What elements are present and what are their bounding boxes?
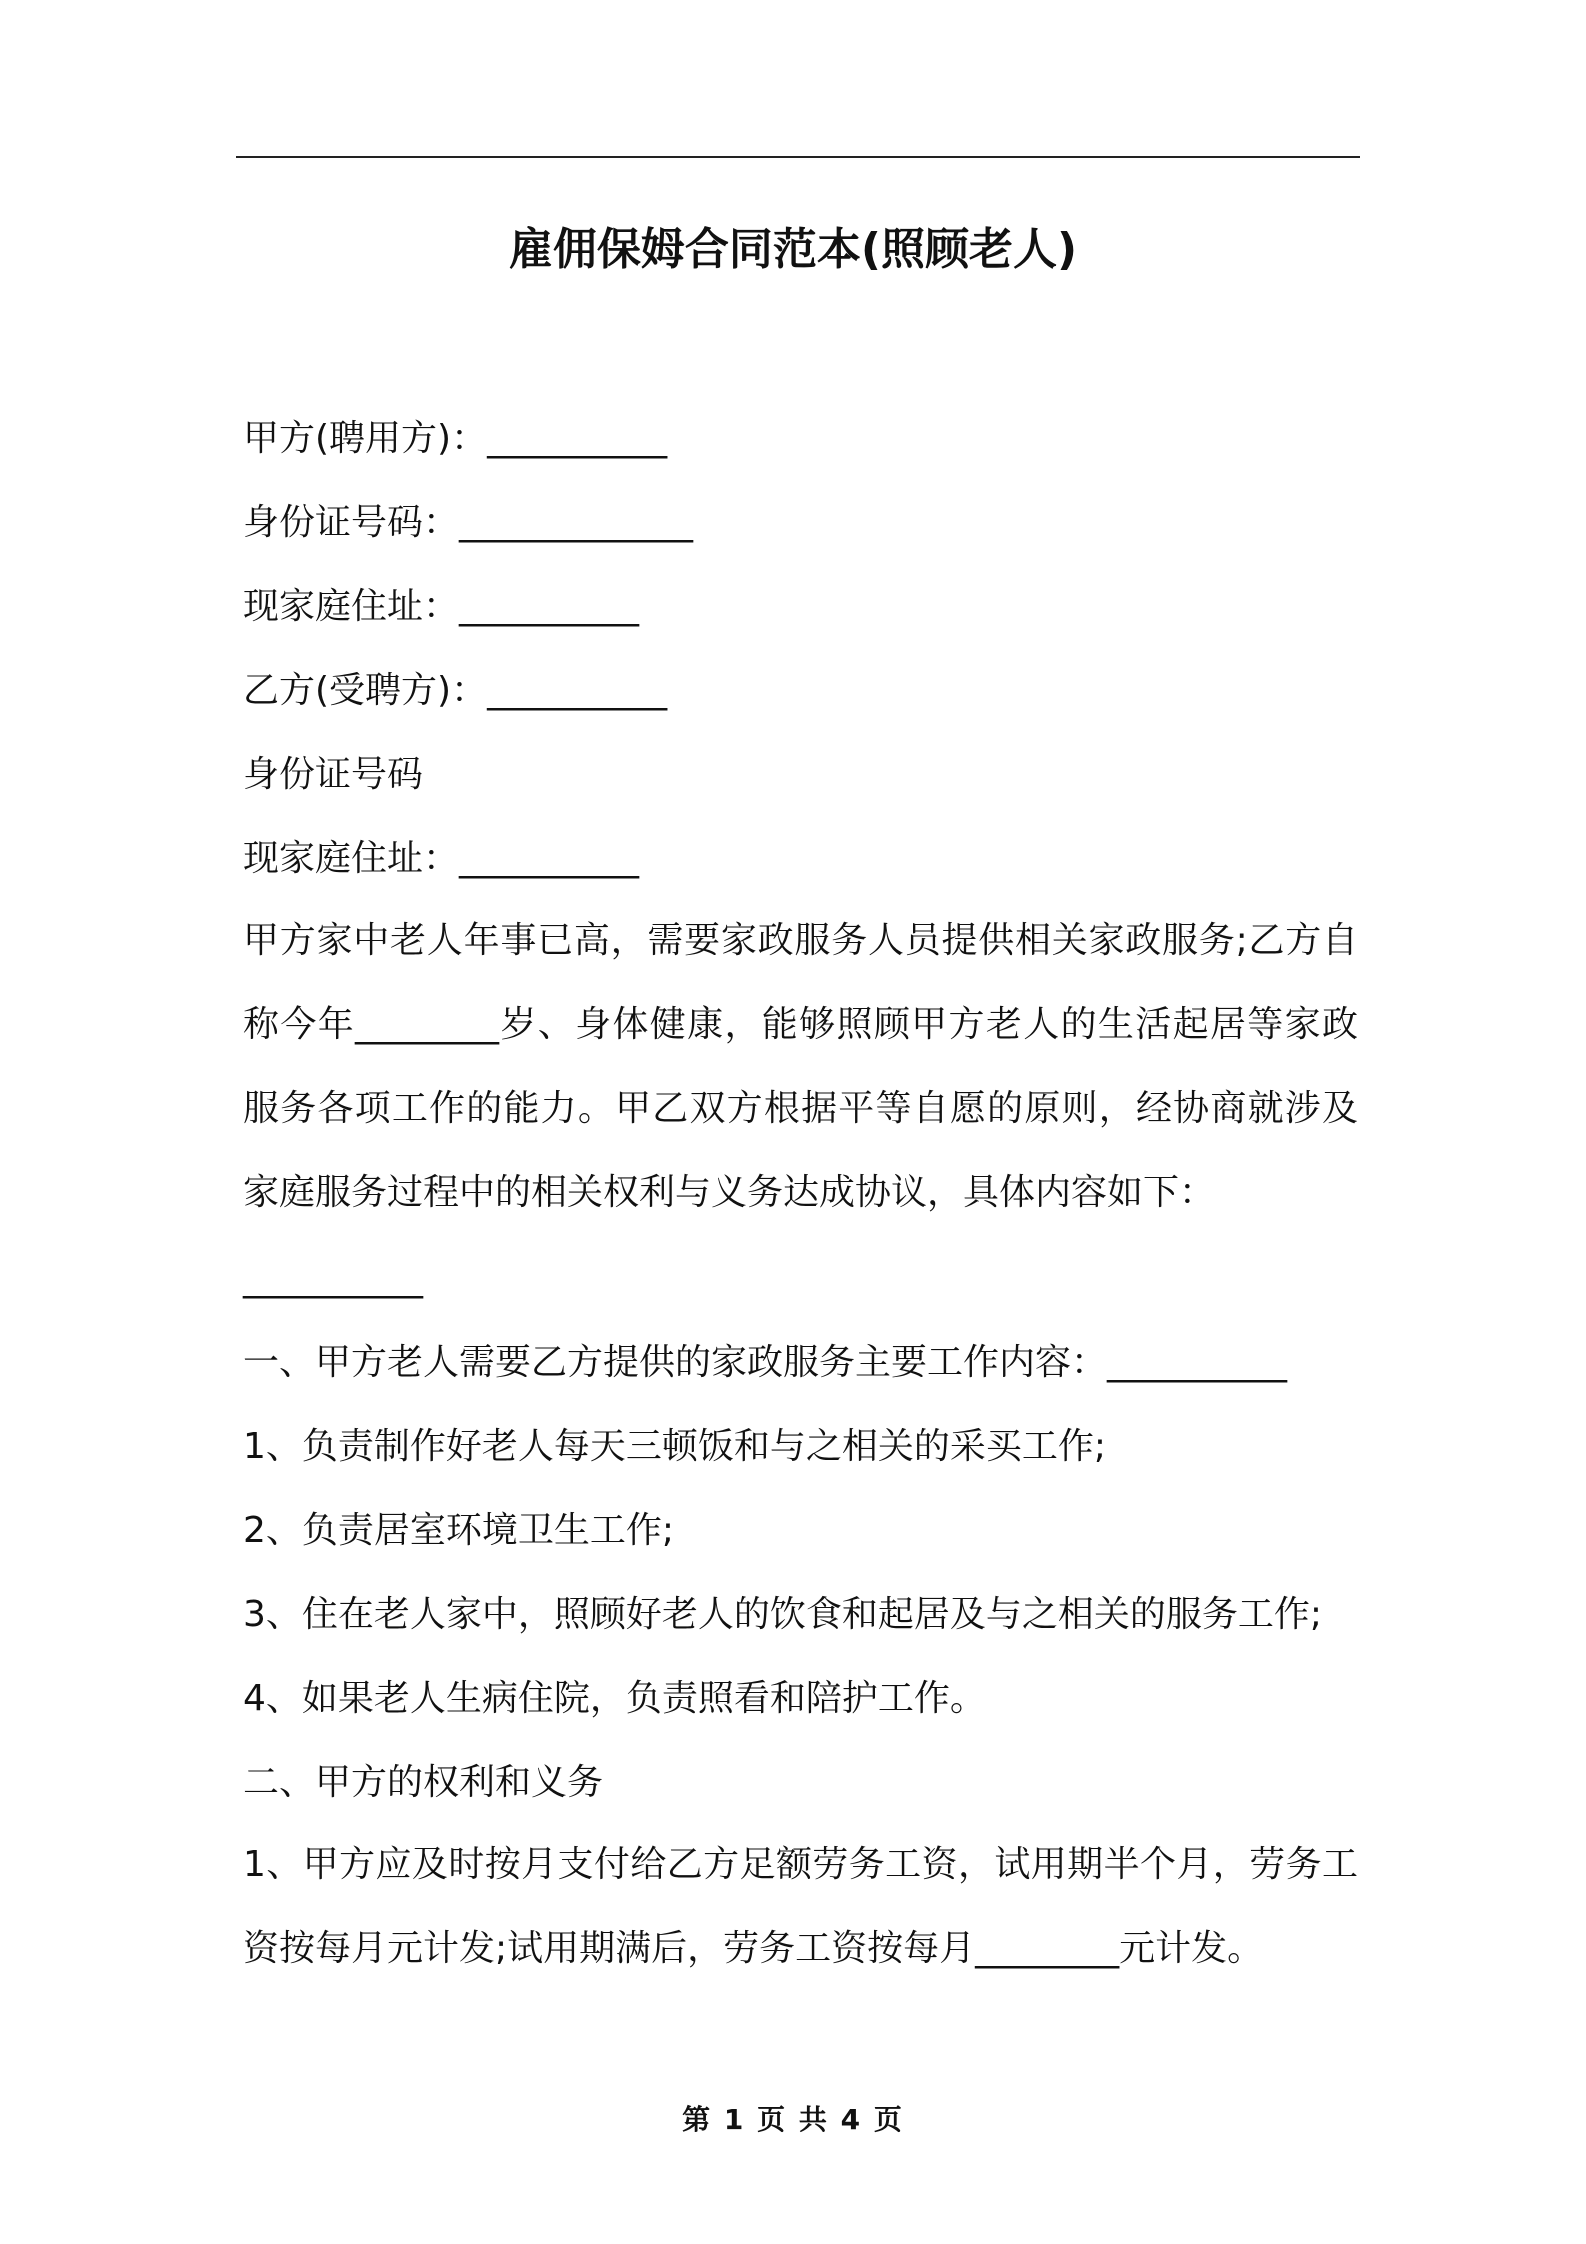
section-one-item-2: 2、负责居室环境卫生工作; bbox=[243, 1510, 675, 1551]
section-one-heading: 一、甲方老人需要乙方提供的家政服务主要工作内容：__________ bbox=[243, 1342, 1288, 1383]
section-two-item-1: 1、甲方应及时按月支付给乙方足额劳务工资，试用期半个月，劳务工资按每月元计发;试用期满后，劳务工资按每月________元计发。 bbox=[243, 1844, 1358, 1969]
page-number: 第 1 页 共 4 页 bbox=[682, 2103, 904, 2136]
document-title: 雇佣保姆合同范本(照顾老人) bbox=[508, 224, 1078, 275]
section-one-item-3: 3、住在老人家中，照顾好老人的饮食和起居及与之相关的服务工作; bbox=[243, 1594, 1323, 1635]
party-b-field: 乙方(受聘方)：__________ bbox=[243, 670, 668, 711]
intro-paragraph: 甲方家中老人年事已高，需要家政服务人员提供相关家政服务;乙方自称今年________岁、身体健康，能够照顾甲方老人的生活起居等家政服务各项工作的能力。甲乙双方根据平等自愿的原则，经协商就涉及家庭服务过程中的相关权利与义务达成协议，具体内容如下： bbox=[243, 920, 1358, 1213]
party-a-address-field: 现家庭住址：__________ bbox=[243, 586, 640, 627]
party-b-address-field: 现家庭住址：__________ bbox=[243, 838, 640, 879]
party-a-id-field: 身份证号码：_____________ bbox=[243, 502, 694, 543]
section-one-item-1: 1、负责制作好老人每天三顿饭和与之相关的采买工作; bbox=[243, 1426, 1107, 1467]
header-rule bbox=[236, 156, 1360, 158]
party-a-field: 甲方(聘用方)：__________ bbox=[243, 418, 668, 459]
party-b-id-field: 身份证号码 bbox=[243, 754, 424, 795]
section-one-item-4: 4、如果老人生病住院，负责照看和陪护工作。 bbox=[243, 1678, 986, 1719]
blank-line: __________ bbox=[243, 1258, 423, 1299]
section-two-heading: 二、甲方的权利和义务 bbox=[243, 1762, 604, 1803]
